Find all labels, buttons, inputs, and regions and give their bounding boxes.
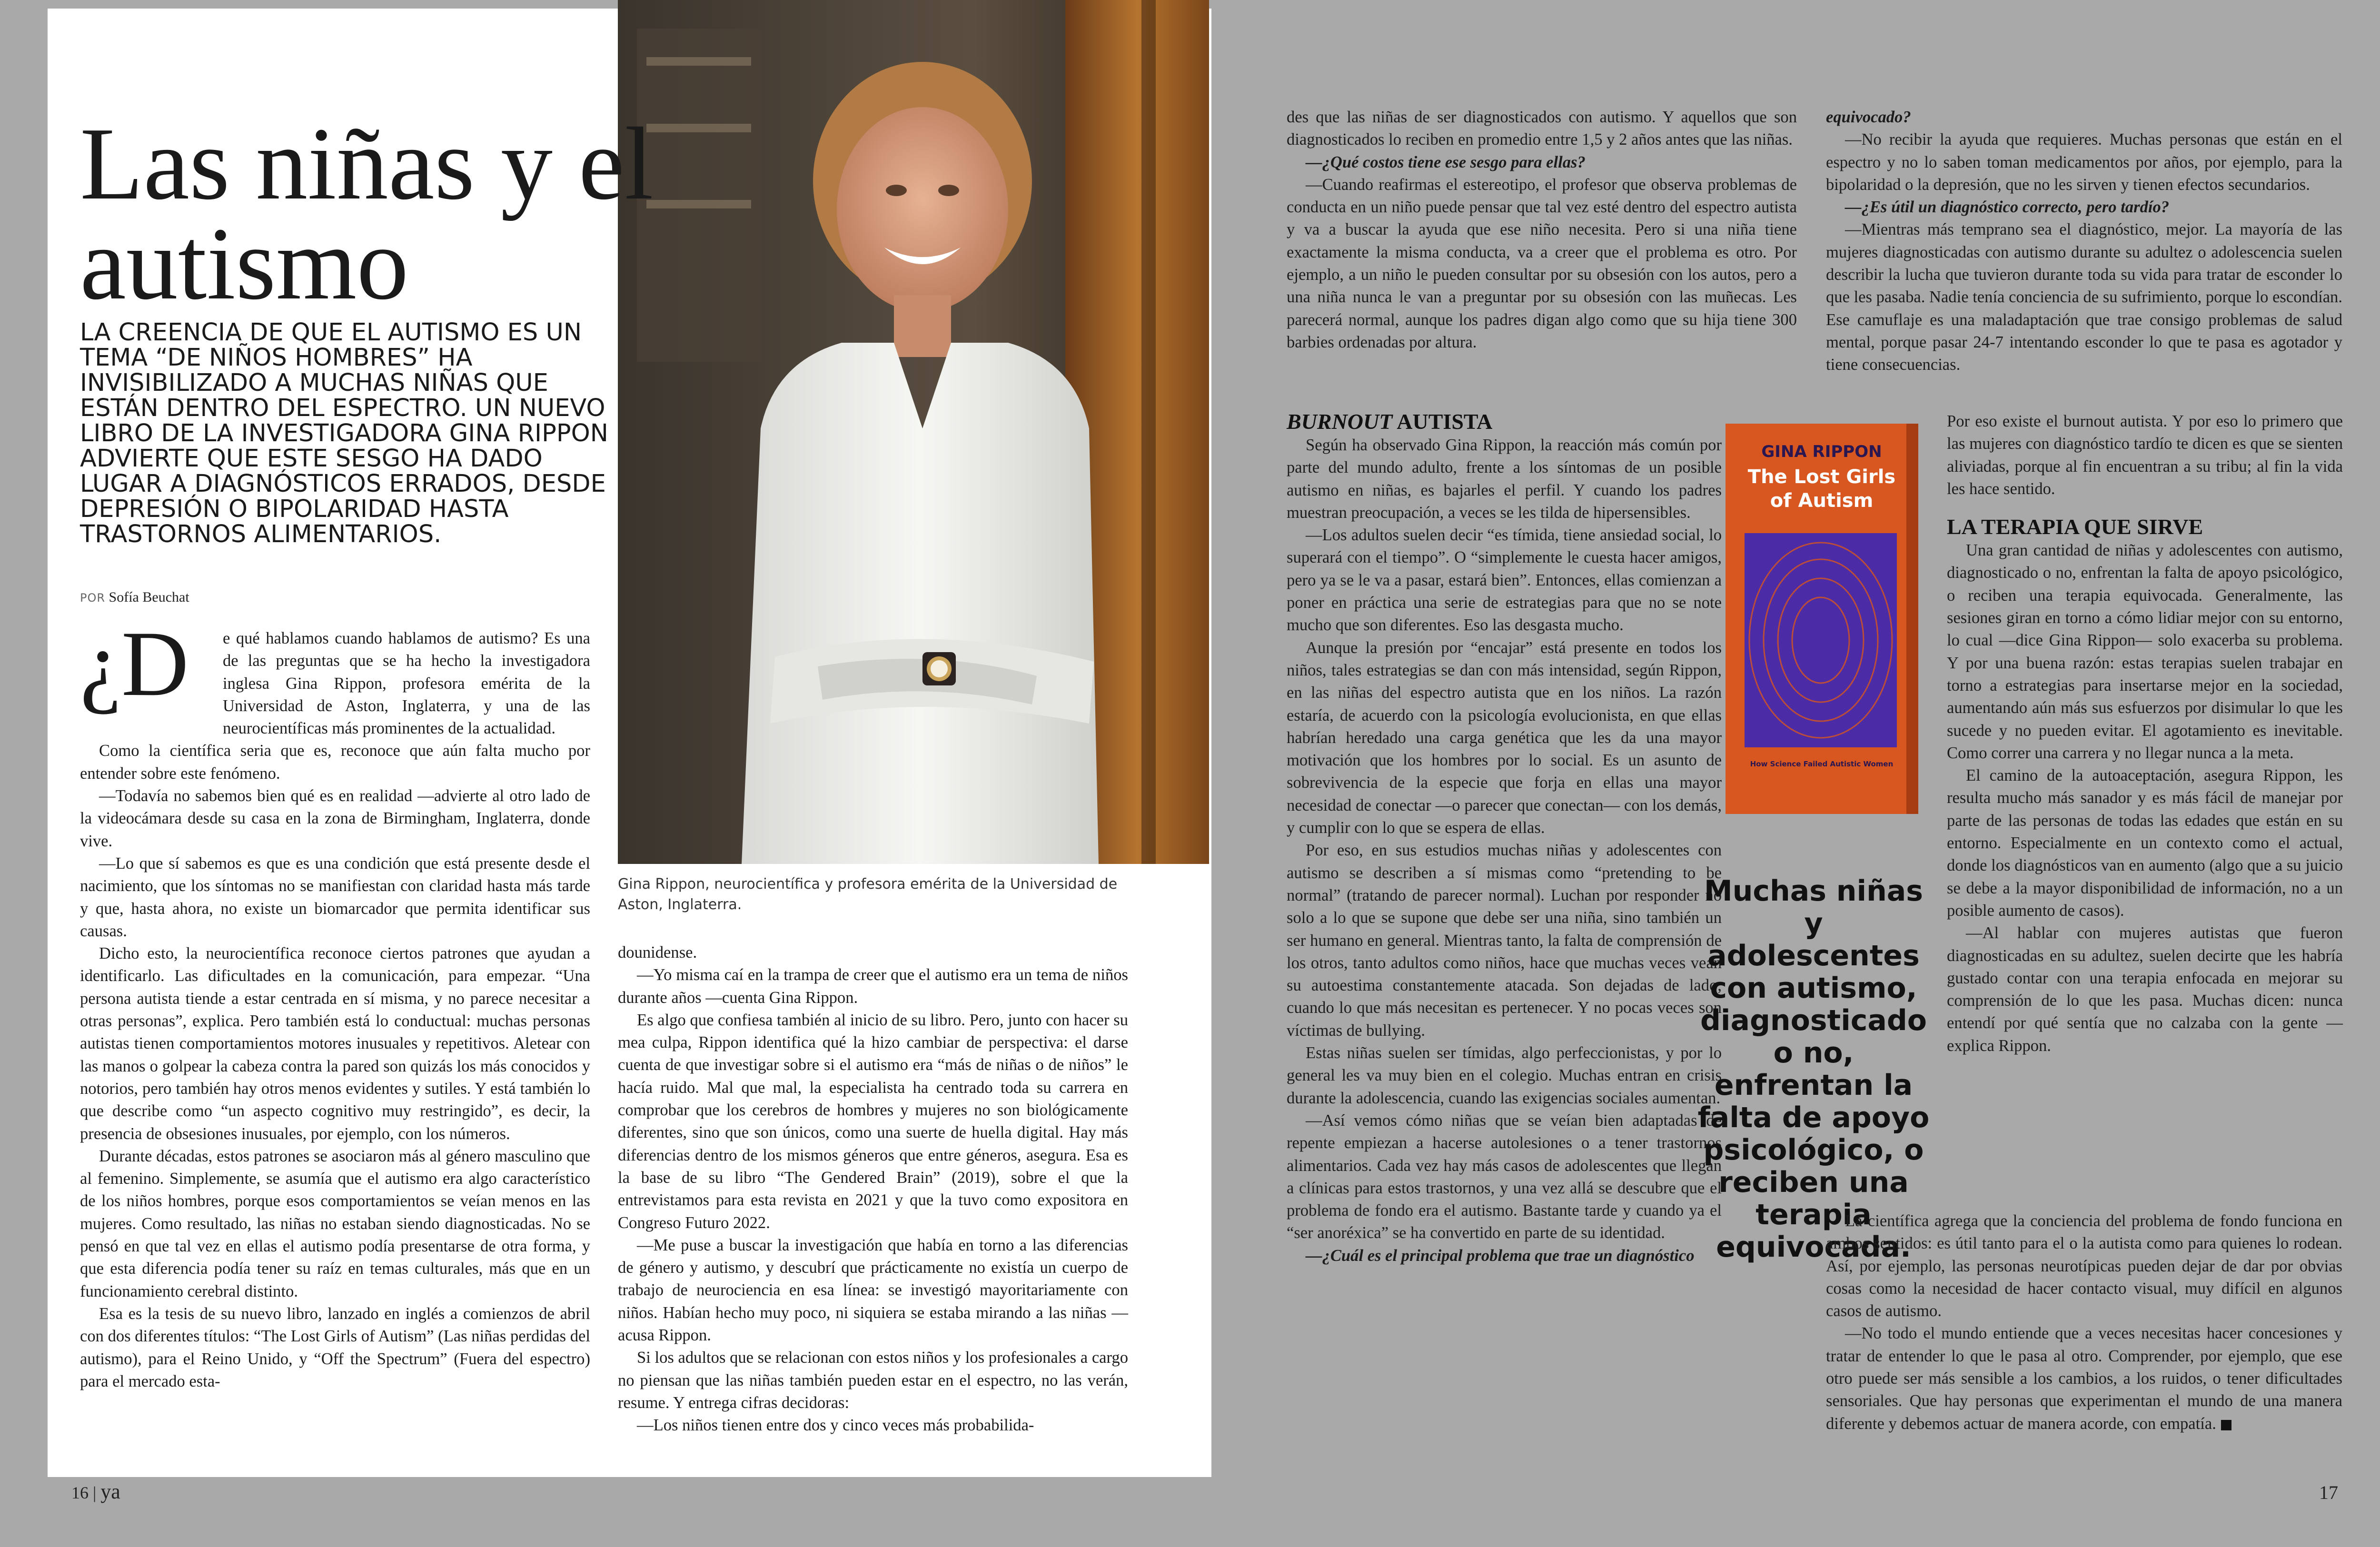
paragraph: Una gran cantidad de niñas y adolescentes con autismo, diagnosticado o no, enfrentan la falta de apoyo psicológico, o reciben una terapia equivocada. Generalmente, las sesiones giran en torno a cómo lidiar mejor con su entorno, lo cual —dice Gina Rippon— solo exacerba su problema. Y por una buena razón: estas terapias suelen trabajar en torno a estrategias para insertarse mejor en la sociedad, aumentando aún más sus esfuerzos por disimular lo que les sucede y no pueden evitar. El agotamiento es inevitable. Como correr una carrera y no llegar nunca a la meta.	[1947, 541, 2343, 762]
book-title-line2: of Autism	[1770, 490, 1874, 512]
paragraph: Es algo que confiesa también al inicio de su libro. Pero, junto con hacer su mea culpa, Rippon identifica qué la hizo cambiar de perspectiva: el darse cuenta de que investigar sobre si el autismo era “más de niñas o de niños” le hacía ruido. Mal que mal, la especialista ha centrado toda su carrera en comprobar que los cerebros de hombres y mujeres no son biológicamente diferentes, sino que son únicos, como una suerte de huella digital. Hay más diferencias dentro de los mismos géneros que entre géneros, asegura. Esa es la base de su libro “The Gendered Brain” (2019), sobre el que la entrevistamos para esta revista en 2021 y que la tuvo como expositora en Congreso Futuro 2022.	[618, 1011, 1128, 1232]
paragraph: Aunque la presión por “encajar” está presente en todos los niños, tales estrategias se dan con más intensidad, según Rippon, en las niñas del espectro autista que en los niños. La razón estaría, de acuerdo con la psicología evolucionista, en que ellas habrían heredado una carga genética que les da una mayor motivación que los hombres por lo social. Es un asunto de sobrevivencia de la especie que forja en ellas una mayor necesidad de conectar —o parecer que conectan— con los demás, y cumplir con lo que se espera de ellas.	[1287, 638, 1722, 837]
paragraph: Por eso existe el burnout autista. Y por eso lo primero que las mujeres con diagnóstico tardío te dicen es que se sienten aliviadas, porque al fin encuentran a su tribu; al fin la vida les hace sentido.	[1947, 412, 2343, 498]
right-column-1-bottom	[1287, 409, 1722, 1267]
book-author: GINA RIPPON	[1761, 442, 1882, 461]
end-mark-icon	[2221, 1420, 2231, 1430]
question: —¿Cuál es el principal problema que trae un diagnóstico	[1306, 1246, 1695, 1265]
paragraph: —Yo misma caí en la trampa de creer que el autismo era un tema de niños durante años —cuenta Gina Rippon.	[618, 966, 1128, 1007]
subhead-terapia: LA TERAPIA QUE SIRVE	[1947, 515, 2203, 539]
paragraph: —Los adultos suelen decir “es tímida, tiene ansiedad social, lo superará con el tiempo”. O “simplemente le cuesta hacer amigos, pero ya se le va a pasar, estará bien”. Entonces, ellas comienzan a poner en práctica una serie de estrategias para que no se note mucho que son diferentes. Eso las desgasta mucho.	[1287, 526, 1722, 635]
book-cover	[1726, 424, 1918, 814]
question: —¿Es útil un diagnóstico correcto, pero tardío?	[1845, 198, 2170, 217]
right-column-1-top	[1287, 106, 1797, 354]
paragraph: —Mientras más temprano sea el diagnóstico, mejor. La mayoría de las mujeres diagnosticadas con autismo durante su adultez o adolescencia suelen describir la lucha que tuvieron durante toda su vida para tratar de esconder lo que les pasaba. Nadie tenía conciencia de su sufrimiento, porque lo escondían. Ese camuflaje es una maladaptación que trae consigo problemas de salud mental, porque pasar 24-7 intentando esconder lo que te pasa es agotador y tiene consecuencias.	[1826, 220, 2342, 374]
paragraph: Según ha observado Gina Rippon, la reacción más común por parte del mundo adulto, frente a los síntomas de un posible autismo en niñas, es bajarles el perfil. Y cuando los padres muestran preocupación, a veces se les tilda de hipersensibles.	[1287, 436, 1722, 522]
paragraph: Como la científica seria que es, reconoce que aún falta mucho por entender sobre este fenómeno.	[80, 742, 590, 783]
paragraph: —Al hablar con mujeres autistas que fueron diagnosticadas en su adultez, suelen decirte que les habría gustado contar con una terapia enfocada en mejorar su comprensión de lo que les pasa. Muchas dicen: nunca entendí por qué sentía que no calzaba con la gente —explica Rippon.	[1947, 924, 2343, 1055]
paragraph: e qué hablamos cuando hablamos de autismo? Es una de las preguntas que se ha hecho la investigadora inglesa Gina Rippon, profesora emérita de la Universidad de Aston, Inglaterra, y una de las neurocientíficas más prominentes de la actualidad.	[223, 629, 590, 738]
paragraph-final	[1826, 1322, 2342, 1435]
right-column-2-top	[1826, 106, 2342, 377]
page-number-right: 17	[2319, 1482, 2338, 1503]
paragraph: —No recibir la ayuda que requieres. Muchas personas que están en el espectro y no lo saben toman medicamentos por años, por ejemplo, para la bipolaridad o la depresión, que no les sirven y tienen efectos secundarios.	[1826, 130, 2342, 194]
paragraph: des que las niñas de ser diagnosticados con autismo. Y aquellos que son diagnosticados lo reciben en promedio entre 1,5 y 2 años antes que las niñas.	[1287, 108, 1797, 149]
photo-caption: Gina Rippon, neurocientífica y profesora emérita de la Universidad de Aston, Inglaterra.	[618, 876, 1118, 913]
right-column-3	[1947, 410, 2343, 1057]
pull-quote: Muchas niñas y adolescentes con autismo, diagnosticado o no, enfrentan la falta de apoyo psicológico, o reciben una terapia equivocada.	[1697, 874, 1930, 1264]
question: —¿Qué costos tiene ese sesgo para ellas?	[1306, 153, 1586, 171]
paragraph: La científica agrega que la conciencia del problema de fondo funciona en ambos sentidos: es útil tanto para el o la autista como para quienes lo rodean. Así, por ejemplo, las personas neurotípicas pueden dejar de dar por obvias cosas como la necesidad de hacer contacto visual, muy difícil en algunos casos de autismo.	[1826, 1212, 2342, 1320]
final-text: —No todo el mundo entiende que a veces necesitas hacer concesiones y tratar de entender lo que le pasa al otro. Comprender, por ejemplo, que ese otro puede ser más sensible a los cambios, a los ruidos, o tener dificultades sensoriales. Que hay personas que experimentan el mundo de una manera diferente y debemos actuar de manera acorde, con empatía.	[1826, 1324, 2342, 1433]
paragraph: Dicho esto, la neurocientífica reconoce ciertos patrones que ayudan a identificarlo. Las dificultades en la comunicación, para empezar. “Una persona autista tiende a estar centrada en sí misma, y no parece necesitar a otras personas”, explica. Pero también está lo conductual: muchas personas autistas tienen comportamientos motores inusuales y repetitivos. Aletear con las manos o golpear la cabeza contra la pared son quizás los más conocidos y notorios, pero también hay otros menos evidentes y sutiles. Y está también lo que describe como “un aspecto cognitivo muy restringido”, es decir, la presencia de obsesiones inusuales, por ejemplo, con los números.	[80, 944, 590, 1143]
byline-label: POR	[80, 591, 106, 605]
paragraph: Esa es la tesis de su nuevo libro, lanzado en inglés a comienzos de abril con dos diferentes títulos: “The Lost Girls of Autism” (Las niñas perdidas del autismo), para el Reino Unido, y “Off the Spectrum” (Fuera del espectro) para el mercado esta-	[80, 1304, 590, 1390]
paragraph: Si los adultos que se relacionan con estos niños y los profesionales a cargo no piensan que las niñas también pueden estar en el espectro, no las verán, resume. Y entrega cifras decidoras:	[618, 1349, 1128, 1412]
left-column-1	[80, 627, 590, 1393]
book-subtitle: How Science Failed Autistic Women	[1750, 760, 1894, 768]
paragraph: dounidense.	[618, 943, 697, 962]
paragraph: El camino de la autoaceptación, asegura Rippon, les resulta mucho más sanador y es más fácil de manejar por parte de las personas de todas las edades que están en su entorno. Especialmente en un contexto como el actual, donde los diagnósticos van en aumento (algo que a su juicio se debe a la mayor disponibilidad de información, no a un posible aumento de casos).	[1947, 766, 2343, 920]
question-cont: equivocado?	[1826, 108, 1911, 126]
portrait-illustration	[618, 0, 1209, 864]
paragraph: —Los niños tienen entre dos y cinco veces más probabilida-	[637, 1416, 1034, 1435]
page-number-left: 16	[71, 1483, 89, 1502]
paragraph: —Me puse a buscar la investigación que había en torno a las diferencias de género y autismo, y descubrí que prácticamente no existía un cuerpo de trabajo de neurociencia en esa línea: se investigó mayoritariamente con niños. Habían hecho muy poco, ni siquiera se estaba mirando a las niñas —acusa Rippon.	[618, 1236, 1128, 1345]
right-column-2-bottom	[1826, 1210, 2342, 1435]
subhead-burnout	[1287, 409, 1722, 434]
article-dek: LA CREENCIA DE QUE EL AUTISMO ES UN TEMA “DE NIÑOS HOMBRES” HA INVISIBILIZADO A MUCHAS NIÑAS QUE ESTÁN DENTRO DEL ESPECTRO. UN NUEVO LIBRO DE LA INVESTIGADORA GINA RIPPON ADVIERTE QUE ESTE SESGO HA DADO LUGAR A DIAGNÓSTICOS ERRADOS, DESDE DEPRESIÓN O BIPOLARIDAD HASTA TRASTORNOS ALIMENTARIOS.	[80, 318, 608, 548]
paragraph: —Lo que sí sabemos es que es una condición que está presente desde el nacimiento, que los síntomas no se manifiestan con claridad hasta más tarde y que, hasta ahora, no existe un biomarcador que permita identificar sus causas.	[80, 854, 590, 940]
book-cover-art	[1726, 424, 1918, 814]
subhead-burnout-italic: BURNOUT	[1287, 409, 1393, 434]
paragraph: —Todavía no sabemos bien qué es en realidad —advierte al otro lado de la videocámara desde su casa en la zona de Birmingham, Inglaterra, donde vive.	[80, 787, 590, 850]
paragraph: Estas niñas suelen ser tímidas, algo perfeccionistas, y por lo general les va muy bien en el colegio. Muchas entran en crisis durante la adolescencia, cuando las exigencias sociales aumentan.	[1287, 1044, 1722, 1107]
byline-author: Sofía Beuchat	[109, 589, 189, 605]
portrait-photo	[618, 0, 1209, 864]
paragraph: Durante décadas, estos patrones se asociaron más al género masculino que al femenino. Simplemente, se asumía que el autismo era algo característico de los niños hombres, porque esos comportamientos se veían menos en las mujeres. Como resultado, las niñas no estaban siendo diagnosticadas. No se pensó en que tal vez en ellas el autismo podía presentarse de otra forma, y que esta diferencia podía tener su raíz en temas culturales, más que en un funcionamiento cerebral distinto.	[80, 1147, 590, 1300]
byline	[80, 589, 189, 605]
book-title-line1: The Lost Girls	[1747, 466, 1896, 488]
left-column-2	[618, 942, 1128, 1437]
paragraph: —Así vemos cómo niñas que se veían bien adaptadas de repente empiezan a hacerse autolesiones o a tener trastornos alimentarios. Cada vez hay más casos de adolescentes que llegan a clínicas para estos trastornos, y una vez allá se descubre que el problema de fondo era el autismo. Bastante tarde y cuando ya el “ser anoréxica” se ha convertido en parte de su identidad.	[1287, 1111, 1722, 1242]
magazine-logo: ya	[100, 1480, 120, 1503]
article-headline: Las niñas y el autismo	[80, 107, 654, 321]
drop-cap: ¿D	[80, 612, 189, 715]
paragraph: Por eso, en sus estudios muchas niñas y adolescentes con autismo se describen a sí mismas como “pretending to be normal” (tratando de parecer normal). Luchan por responder no solo a lo que se supone que debe ser una niña, sino también un ser humano en general. Mientras tanto, la falta de comprensión de los otros, tanto adultos como niños, hace que muchas veces vean su autoestima constantemente atacada. Son dejadas de lado, cuando lo que más necesitan es pertenecer. Y no pocas veces son víctimas de bullying.	[1287, 841, 1722, 1040]
paragraph: —Cuando reafirmas el estereotipo, el profesor que observa problemas de conducta en un niño puede pensar que tal vez esté dentro del espectro autista y va a buscar la ayuda que ese niño necesita. Pero si una niña tiene exactamente la misma conducta, va a creer que el problema es otro. Por ejemplo, a un niño le pueden consultar por su obsesión con los autos, pero a una niña nunca le van a preguntar por su obsesión con las muñecas. Les parecerá normal, aunque los padres digan algo como que su hija tiene 300 barbies ordenadas por altura.	[1287, 175, 1797, 351]
subhead-burnout-rest: AUTISTA	[1392, 409, 1493, 434]
folio-left: 16 | ya	[71, 1480, 120, 1503]
